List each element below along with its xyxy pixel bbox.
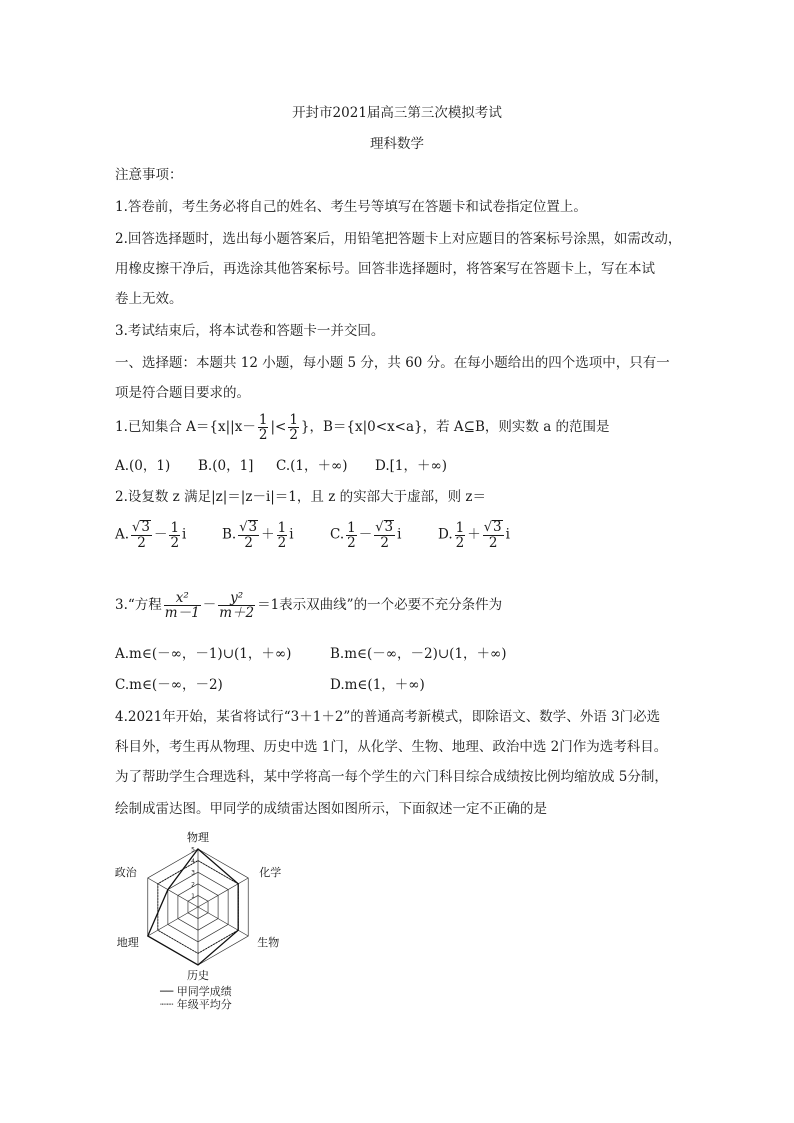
q2-c-frac-2-den: 2: [380, 535, 389, 551]
q1-stem-a: 1.已知集合 A＝{x||x－: [115, 419, 256, 435]
q2-option-b: [222, 520, 294, 550]
radar-axis-label: 地理: [116, 936, 139, 949]
q2-c-frac-2: [374, 520, 395, 550]
q2-b-op: ＋: [261, 526, 275, 543]
q2-b-frac-1: [238, 520, 259, 550]
q2-c-frac-1: [346, 521, 357, 550]
q2-d-label: D.: [438, 526, 453, 543]
q2-stem: 2.设复数 z 满足|z|＝|z－i|＝1，且 z 的实部大于虚部，则 z＝: [115, 489, 486, 505]
radar-spoke-4: [148, 907, 198, 936]
q3-stem: [115, 588, 502, 622]
radar-axis-label: 物理: [187, 831, 209, 844]
q2-option-a: [115, 520, 186, 550]
q2-d-frac-2: [483, 520, 504, 550]
q2-a-i: i: [182, 526, 187, 543]
q4-line-2: 科目外，考生再从物理、历史中选 1门，从化学、生物、地理、政治中选 2门作为选考科目。: [115, 739, 668, 755]
q2-d-i: i: [505, 526, 510, 543]
note-2-line-3: 卷上无效。: [115, 291, 183, 307]
q2-b-frac-2-den: 2: [277, 534, 287, 551]
q2-a-op: －: [153, 526, 168, 543]
q2-d-frac-2-num: √3: [483, 519, 502, 535]
q1-frac-1-num: 1: [258, 412, 268, 428]
q4-line-3: 为了帮助学生合理选科，某中学将高一每个学生的六门科目综合成绩按比例均缩放成 5分制，: [115, 769, 668, 785]
radar-tick-label: 3: [191, 869, 195, 877]
q2-option-c: [330, 520, 401, 550]
q2-d-frac-1-num: 1: [455, 519, 465, 536]
q1-stem-b: |<: [270, 419, 287, 435]
radar-axis-label: 生物: [257, 936, 280, 949]
q2-a-frac-2: [169, 521, 180, 550]
note-2-line-1: 2.回答选择题时，选出每小题答案后，用铅笔把答题卡上对应题目的答案标号涂黑，如需改动，: [115, 231, 682, 247]
q2-b-frac-1-den: 2: [244, 535, 253, 551]
q2-b-frac-2-num: 1: [277, 519, 287, 536]
q3-op: －: [202, 597, 217, 613]
radar-tick-label: 1: [191, 892, 195, 900]
q3-option-a: A.m∈(－∞，－1)∪(1，＋∞): [115, 646, 292, 662]
q2-a-frac-2-den: 2: [170, 534, 180, 551]
q1-frac-1: [258, 413, 269, 442]
q2-d-op: ＋: [467, 526, 481, 543]
q2-a-frac-1: [131, 520, 152, 550]
q2-c-frac-1-den: 2: [347, 534, 356, 551]
q3-option-d: D.m∈(1，＋∞): [330, 677, 425, 693]
q3-frac-1: [164, 591, 201, 620]
q1-option-a: A.(0，1): [115, 458, 171, 474]
legend-item-average: ┈┈ 年级平均分: [160, 998, 232, 1011]
radar-tick-label: 2: [191, 881, 195, 889]
q3-frac-1-num: x²: [164, 591, 201, 606]
radar-series-0: [148, 846, 238, 965]
q2-b-i: i: [289, 526, 294, 543]
q3-option-c: C.m∈(－∞，－2): [115, 677, 223, 693]
radar-spoke-1: [198, 878, 248, 907]
note-2-line-2: 用橡皮擦干净后，再选涂其他答案标号。回答非选择题时，将答案写在答题卡上，写在本试: [115, 261, 655, 277]
q1-frac-1-den: 2: [258, 427, 268, 443]
q3-option-b: B.m∈(－∞，－2)∪(1，＋∞): [330, 646, 507, 662]
q2-b-frac-2: [277, 521, 288, 550]
q4-line-1: 4.2021年开始，某省将试行“3＋1＋2”的普通高考新模式，即除语文、数学、外语 3门必选: [115, 709, 661, 725]
radar-series: [148, 846, 238, 965]
q2-b-frac-1-num: √3: [239, 519, 258, 535]
page-title: 开封市2021届高三第三次模拟考试: [292, 105, 502, 121]
notes-heading: 注意事项：: [115, 167, 183, 183]
q2-c-frac-1-num: 1: [347, 519, 356, 536]
q3-frac-1-den: m－1: [164, 605, 200, 621]
q2-c-label: C.: [330, 526, 345, 543]
q2-a-frac-1-den: 2: [137, 535, 146, 551]
note-1: 1.答卷前，考生务必将自己的姓名、考生号等填写在答题卡和试卷指定位置上。: [115, 199, 587, 215]
q3-frac-2-den: m＋2: [219, 605, 255, 621]
section-1-line-1: 一、选择题：本题共 12 小题，每小题 5 分，共 60 分。在每小题给出的四个选项中，只有一: [115, 355, 670, 371]
q2-c-op: －: [358, 526, 373, 543]
q1-frac-2-den: 2: [289, 427, 298, 443]
q3-frac-2: [218, 591, 255, 620]
q2-a-frac-2-num: 1: [170, 519, 180, 536]
section-1-line-2: 项是符合题目要求的。: [115, 385, 250, 401]
q3-stem-a: 3.“方程: [115, 597, 162, 613]
radar-spokes: [148, 846, 248, 965]
q1-stem-c: }，B＝{x|0<x<a}，若 A⊆B，则实数 a 的范围是: [300, 419, 610, 435]
radar-spoke-2: [198, 907, 248, 936]
q1-option-d: D.[1，＋∞): [375, 458, 448, 474]
q1-option-c: C.(1，＋∞): [276, 458, 348, 474]
q1-option-b: B.(0，1]: [198, 458, 254, 474]
note-3: 3.考试结束后，将本试卷和答题卡一并交回。: [115, 323, 385, 339]
radar-axis-label: 化学: [259, 866, 282, 879]
page-subtitle: 理科数学: [370, 136, 424, 152]
q2-option-d: [438, 520, 510, 550]
q3-stem-b: ＝1表示双曲线”的一个必要不充分条件为: [257, 597, 503, 613]
radar-tick-label: 4: [191, 858, 195, 866]
q2-a-frac-1-num: √3: [132, 519, 150, 535]
q1-stem: [115, 412, 610, 442]
radar-axis-label: 历史: [187, 969, 209, 982]
q2-b-label: B.: [222, 526, 237, 543]
q2-a-label: A.: [115, 526, 130, 543]
q1-frac-2: [288, 413, 299, 442]
q4-line-4: 绘制成雷达图。甲同学的成绩雷达图如图所示，下面叙述一定不正确的是: [115, 801, 547, 817]
legend-item-student: ── 甲同学成绩: [160, 985, 232, 998]
q2-c-i: i: [397, 526, 402, 543]
radar-axis-label: 政治: [114, 866, 137, 879]
q3-frac-2-num: y²: [218, 591, 255, 606]
q1-frac-2-num: 1: [289, 412, 298, 428]
q2-d-frac-2-den: 2: [488, 535, 498, 551]
radar-tick-label: 5: [191, 846, 195, 854]
q2-d-frac-1-den: 2: [455, 534, 465, 551]
q2-c-frac-2-num: √3: [375, 519, 394, 535]
q2-d-frac-1: [455, 521, 466, 550]
